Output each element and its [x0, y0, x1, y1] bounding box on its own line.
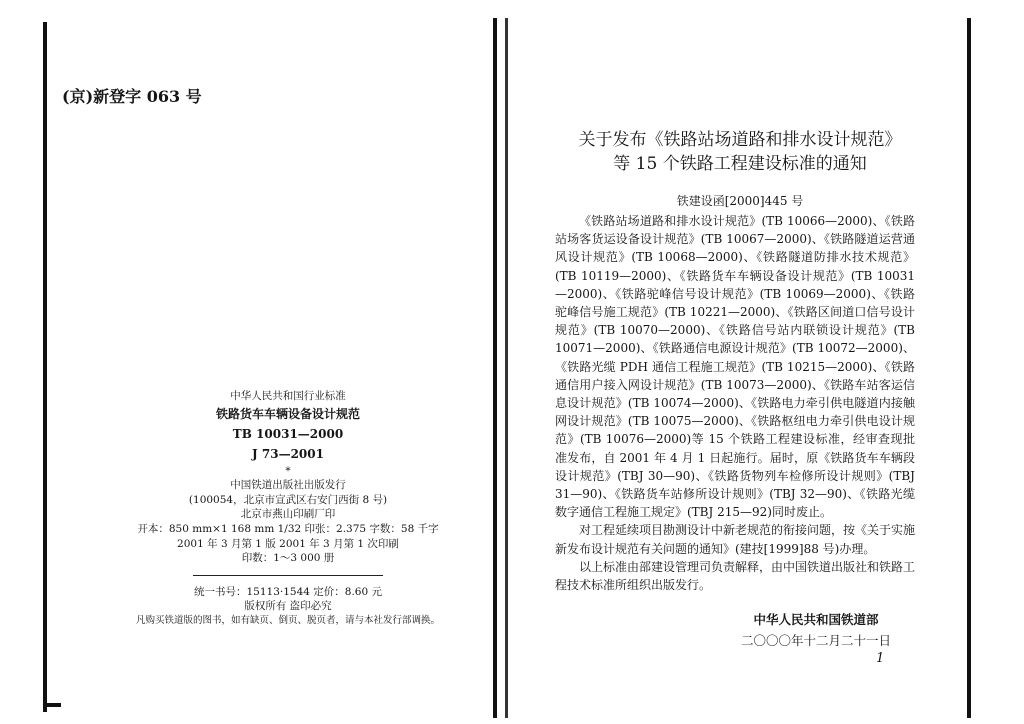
notice-title-line1: 关于发布《铁路站场道路和排水设计规范》: [578, 130, 902, 150]
format-info: 开本：850 mm×1 168 mm 1/32 印张：2.375 字数：58 千字: [137, 522, 439, 535]
document-number: 铁建设函[2000]445 号: [676, 194, 804, 208]
notice-paragraph-2: 对工程延续项目勘测设计中新老规范的衔接问题，按《关于实施新发布设计规范有关问题的通知》(建技[1999]88 号)办理。: [555, 523, 916, 556]
notice-body: [555, 212, 915, 594]
scan-edge-right: [967, 18, 971, 718]
defect-notice: 凡购买铁道版的图书，如有缺页、倒页、脱页者，请与本社发行部调换。: [135, 614, 440, 626]
standard-code: TB 10031—2000: [232, 426, 344, 441]
print-run: 印数：1～3 000 册: [241, 552, 335, 565]
imprint-divider: [193, 575, 383, 576]
registration-number: (京)新登字 063 号: [62, 87, 202, 106]
notice-paragraph-3: 以上标准由部建设管理司负责解释，由中国铁道出版社和铁路工程技术标准所组织出版发行。: [555, 559, 916, 593]
notice-title-line2: 等 15 个铁路工程建设标准的通知: [613, 154, 867, 174]
issuing-authority: 中华人民共和国铁道部: [753, 612, 879, 627]
imprint-block: [88, 389, 488, 629]
printer: 北京市燕山印刷厂印: [240, 508, 336, 521]
page-number: 1: [876, 651, 885, 666]
isbn-price: 统一书号：15113·1544 定价：8.60 元: [193, 585, 382, 598]
edition-info: 2001 年 3 月第 1 版 2001 年 3 月第 1 次印刷: [177, 537, 399, 550]
standard-title: 铁路货车车辆设备设计规范: [215, 406, 360, 421]
notice-title: [540, 128, 940, 176]
publisher-address: (100054，北京市宣武区右安门西街 8 号): [188, 493, 388, 506]
publisher: 中国铁道出版社出版发行: [230, 479, 346, 492]
standard-type: 中华人民共和国行业标准: [230, 390, 346, 402]
scan-edge-left: [43, 22, 47, 712]
issue-date: 二〇〇〇年十二月二十一日: [740, 633, 891, 648]
scan-gutter-right: [505, 18, 508, 718]
notice-paragraph-1: 《铁路站场道路和排水设计规范》(TB 10066—2000)、《铁路站场客货运设备设计规范》(TB 10067—2000)、《铁路隧道运营通风设计规范》(TB 10068—2000)、《铁路隧道防排水技术规范》(TB 10119—2000)、《铁路货车车辆设备设计规范》(TB 10031—2000)、《铁路驼峰信号设计规范》(TB 10069—2000)、《铁路驼峰信号施工规范》(TB 10221—2000)、《铁路区间道口信号设计规范》(TB 10070—2000)、《铁路信号站内联锁设计规范》(TB 10071—2000)、《铁路通信电源设计规范》(TB 10072—2000)、《铁路光缆 PDH 通信工程施工规范》(TB 10215—2000)、《铁路通信用户接入网设计规范》(TB 10073—2000)、《铁路车站客运信息设计规范》(TB 10074—2000)、《铁路电力牵引供电隧道内接触网设计规范》(TB 10075—2000)、《铁路枢纽电力牵引供电设计规范》(TB 10076—2000)等 15 个铁路工程建设标准，经审查现批准发布，自 2001 年 4 月 1 日起施行。届时，原《铁路货车车辆段设计规范》(TBJ 30—90)、《铁路货物列车检修所设计规则》(TBJ 31—90)、《铁路货车站修所设计规则》(TBJ 32—90)、《铁路光缆数字通信工程施工规定》(TBJ 215—92)同时废止。: [555, 214, 915, 520]
separator-mark: *: [285, 464, 291, 477]
record-code: J 73—2001: [252, 446, 324, 461]
copyright: 版权所有 盗印必究: [244, 600, 332, 613]
